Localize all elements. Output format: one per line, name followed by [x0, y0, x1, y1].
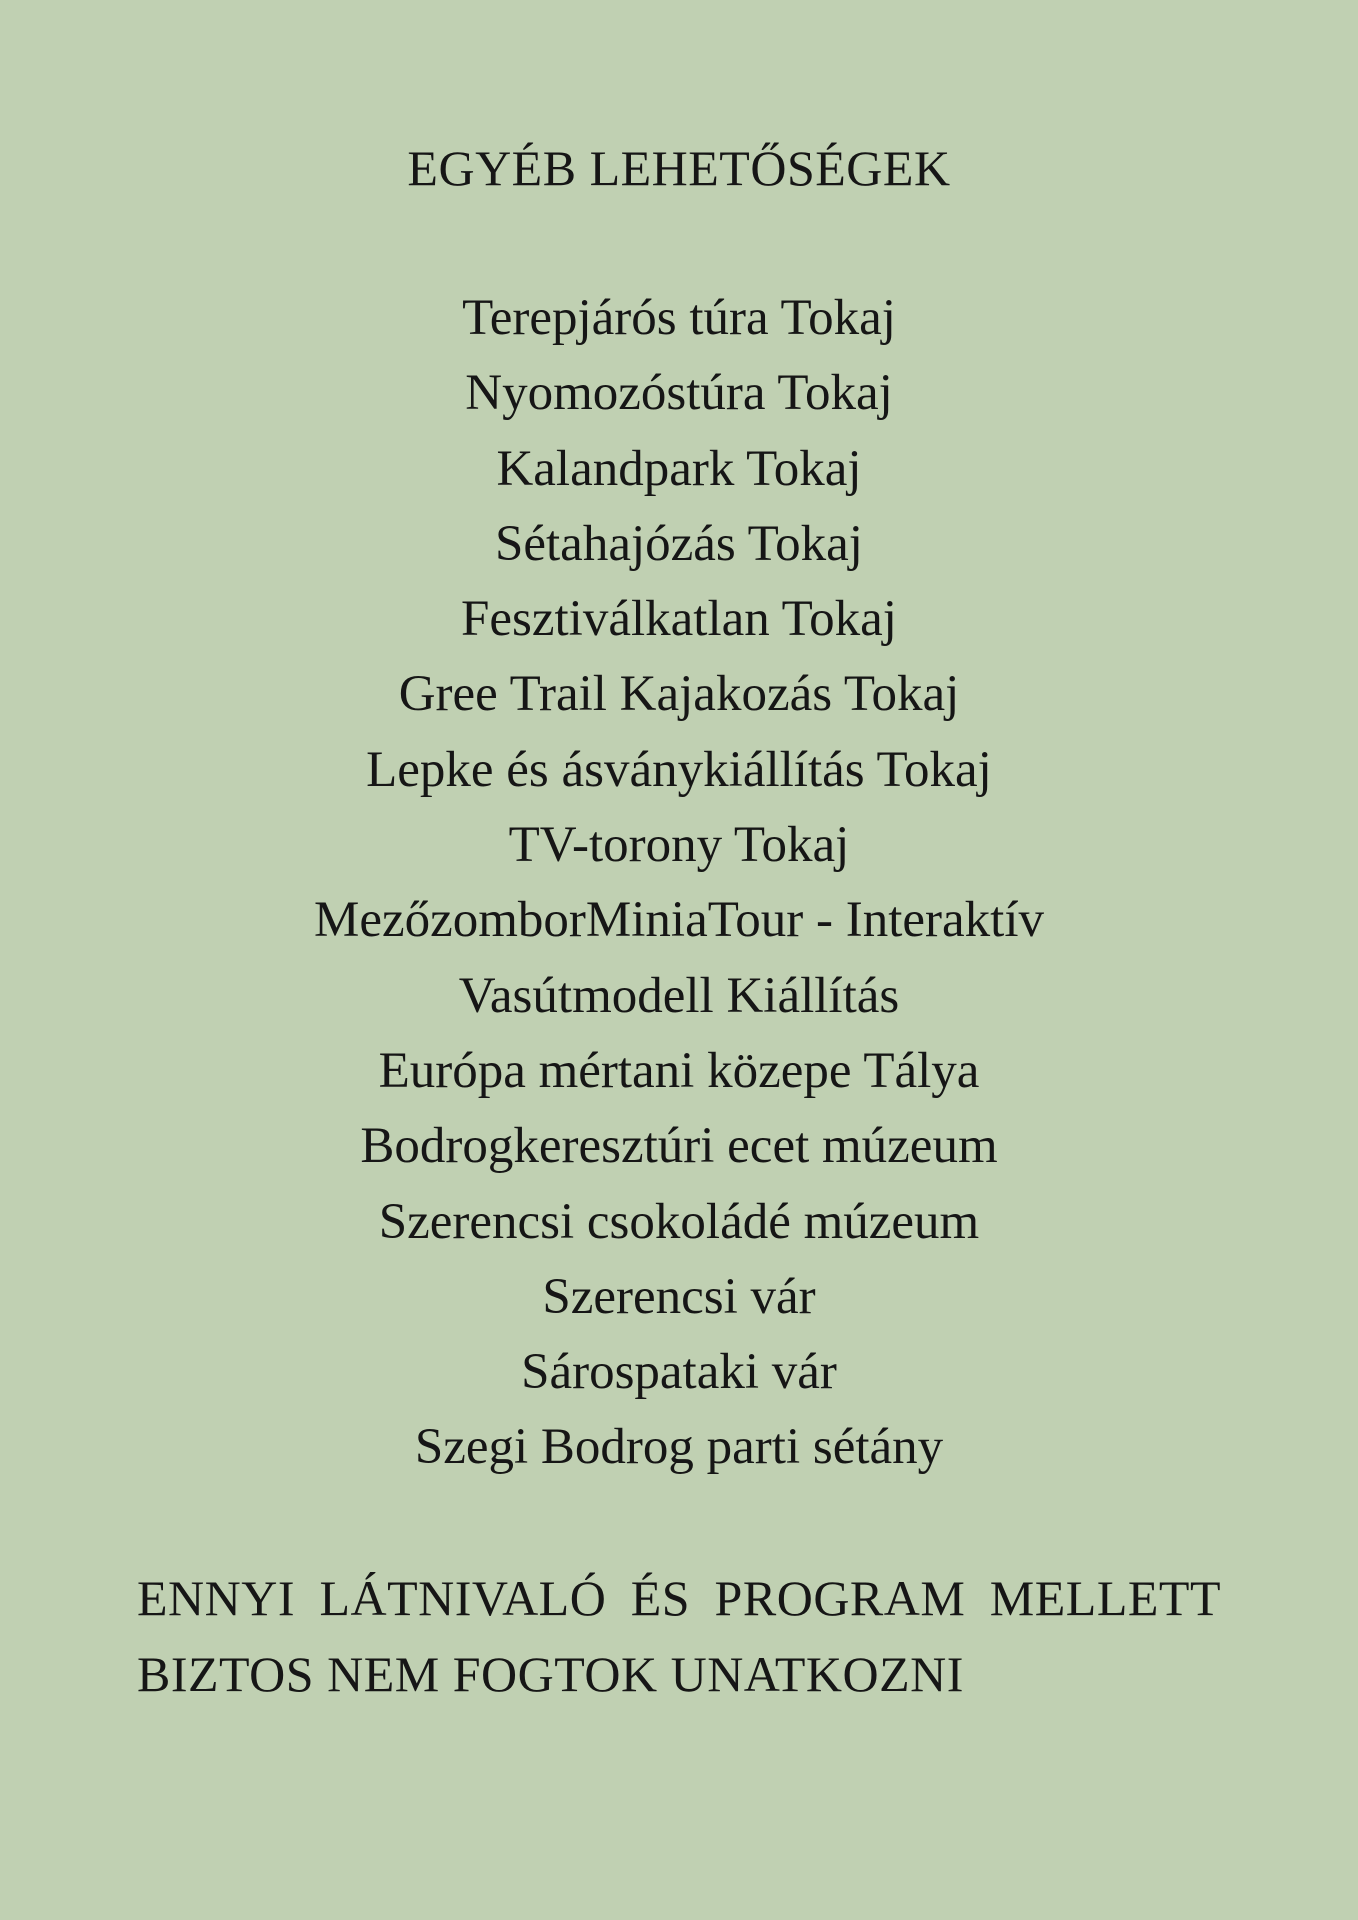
list-item: Sárospataki vár [521, 1344, 837, 1401]
list-item: Lepke és ásványkiállítás Tokaj [366, 741, 992, 798]
list-item: MezőzomborMiniaTour - Interaktív [313, 892, 1045, 949]
list-item: Terepjárós túra Tokaj [462, 290, 896, 346]
list-item: Gree Trail Kajakozás Tokaj [398, 666, 960, 723]
list-item: Fesztiválkatlan Tokaj [461, 591, 897, 648]
section-heading: EGYÉB LEHETŐSÉGEK [407, 140, 951, 196]
list-item: Nyomozóstúra Tokaj [465, 365, 893, 422]
list-item: Kalandpark Tokaj [496, 440, 862, 497]
list-item: Szerencsi vár [542, 1268, 816, 1325]
list-item: Bodrogkeresztúri ecet múzeum [360, 1118, 998, 1175]
list-item: Szegi Bodrog parti sétány [414, 1419, 944, 1476]
closing-statement: ENNYI LÁTNIVALÓ ÉS PROGRAM MELLETT BIZTOS NEM FOGTOK UNATKOZNI [137, 1570, 1221, 1702]
list-item: Európa mértani közepe Tálya [378, 1042, 980, 1099]
list-item: Sétahajózás Tokaj [495, 515, 863, 572]
list-item: Vasútmodell Kiállítás [458, 967, 900, 1024]
list-item: Szerencsi csokoládé múzeum [378, 1193, 980, 1250]
activity-list [0, 281, 1358, 1486]
list-item: TV-torony Tokaj [508, 817, 850, 874]
